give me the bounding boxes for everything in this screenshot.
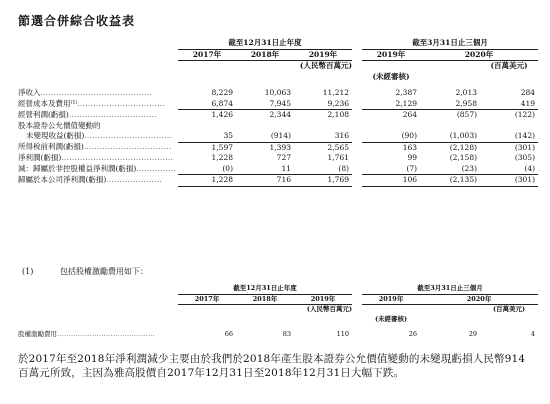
year-header: 2019年 [294, 294, 352, 305]
body-paragraph: 於2017年至2018年淨利潤減少主要由於我們於2018年產生股本證券公允價值變動的未變現虧損人民幣914百萬元所致，主因為雅高股價自2017年12月31日至2018年12月31日大幅下跌。 [18, 353, 526, 379]
table-row: 歸屬於本公司淨利潤(虧損)………………… 1,228 716 1,769 106 (2,135) (301) [18, 175, 538, 187]
year-header: 2018年 [236, 294, 294, 305]
cell-value: 99 [407, 153, 418, 162]
row-label: 股本證券公允價值變動的 [18, 120, 101, 130]
row-label: 股權激勵費用 [18, 330, 57, 338]
cell-value: 35 [178, 131, 236, 142]
cell-value: 106 [362, 175, 420, 187]
table-row [18, 121, 538, 132]
cell-value: (90) [362, 131, 420, 142]
table-row: 減：歸屬於非控股權益淨利潤(虧損)…………… (0) 11 (8) (7) (23) (4) [18, 164, 538, 175]
cell-value: 727 [276, 153, 291, 162]
cell-value: 1,769 [294, 175, 352, 187]
year-header: 2017年 [178, 49, 236, 61]
cell-value: 7,945 [236, 99, 294, 110]
cell-value: 264 [402, 110, 418, 119]
unit-usd-label: (百萬美元) [490, 61, 528, 70]
row-label: 淨利潤(虧損) [18, 153, 62, 162]
row-label: 經營利潤(虧損) [18, 109, 69, 119]
row-label: 淨收入 [18, 88, 41, 97]
cell-value: 419 [480, 99, 538, 110]
cell-value: 83 [282, 330, 291, 338]
footnote [22, 266, 148, 277]
cell-value: (122) [514, 110, 536, 119]
row-label: 歸屬於本公司淨利潤(虧損) [18, 175, 107, 184]
cell-value: (7) [362, 164, 420, 175]
cell-value: 2,958 [420, 99, 480, 110]
year-header: 2019年 [362, 49, 420, 61]
cell-value: (23) [420, 164, 480, 175]
quarter-group-header: 截至3月31日止三個月 [362, 38, 538, 49]
cell-value: 1,597 [211, 142, 233, 152]
cell-value: 716 [236, 175, 294, 187]
year-header: 2019年 [362, 294, 420, 305]
table-row: 未變現收益(虧損)…………………………… 35 (914) 316 (90) (1,003) (142) [18, 131, 538, 142]
cell-value: 66 [224, 330, 233, 338]
cell-value: (2,135) [420, 175, 480, 187]
page-title: 節選合併綜合收益表 [18, 14, 136, 28]
cell-value: (857) [456, 110, 478, 119]
table-row: 經營成本及費用⁽¹⁾…………………………… 6,874 7,945 9,236 2,129 2,958 419 [18, 99, 538, 110]
unit-usd-label: (百萬美元) [492, 305, 526, 313]
cell-value: (914) [236, 131, 294, 142]
table-row: 淨利潤(虧損)…………………………………… 1,228 727 1,761 99 (2,158) (305) [18, 153, 538, 164]
cell-value: 2,387 [395, 88, 418, 97]
cell-value: 1,228 [178, 175, 236, 187]
cell-value: 2,013 [455, 88, 478, 97]
cell-value: 110 [336, 330, 350, 338]
quarter-group-header: 截至3月31日止三個月 [362, 284, 538, 294]
year-header: 2017年 [178, 294, 236, 305]
cell-value: 316 [294, 131, 352, 142]
cell-value: 29 [468, 330, 478, 338]
cell-value: 1,393 [269, 142, 291, 152]
cell-value: (8) [294, 164, 352, 175]
cell-value: 11 [236, 164, 294, 175]
unit-rmb-label: (人民幣百萬元) [306, 305, 353, 313]
cell-value: (301) [514, 142, 536, 152]
cell-value: 2,565 [327, 142, 350, 152]
table-row: 股權激勵費用…………………………………… 66 83 110 26 29 4 [18, 330, 538, 340]
cell-value: 26 [408, 330, 418, 338]
annual-group-header: 截至12月31日止年度 [178, 38, 352, 49]
cell-value: 1,426 [211, 110, 233, 119]
cell-value: 11,212 [322, 88, 350, 97]
cell-value: 9,236 [294, 99, 352, 110]
cell-value: 8,229 [211, 88, 233, 97]
cell-value: 2,344 [269, 110, 291, 119]
annual-group-header: 截至12月31日止年度 [178, 284, 352, 294]
cell-value: (1,003) [420, 131, 480, 142]
row-label: 經營成本及費用⁽¹⁾ [18, 98, 78, 108]
cell-value: 163 [402, 142, 418, 152]
cell-value: 2,129 [362, 99, 420, 110]
table-row: 淨收入…………………………………… 8,229 10,063 11,212 2,387 2,013 284 [18, 88, 538, 99]
cell-value: 6,874 [178, 99, 236, 110]
cell-value: 284 [520, 88, 536, 97]
year-header: 2018年 [236, 49, 294, 61]
row-label: 減：歸屬於非控股權益淨利潤(虧損) [18, 163, 137, 173]
year-header: 2020年 [420, 49, 538, 61]
cell-value: 2,108 [327, 110, 350, 119]
table-row: 經營利潤(虧損)…………………………… 1,426 2,344 2,108 264 (857) (122) [18, 110, 538, 121]
unaudited-label: (未經審核) [374, 314, 408, 323]
cell-value: 1,761 [327, 153, 350, 162]
income-statement-table [18, 38, 538, 187]
year-header: 2019年 [294, 49, 352, 61]
cell-value: (2,158) [449, 153, 478, 162]
unit-rmb-label: (人民幣百萬元) [299, 61, 353, 70]
cell-value: 10,063 [264, 88, 291, 97]
table-row: 所得稅前利潤(虧損)…………………………… 1,597 1,393 2,565 163 (2,128) (301) [18, 142, 538, 153]
year-header: 2020年 [420, 294, 538, 305]
unaudited-label: (未經審核) [372, 71, 410, 81]
cell-value: (4) [480, 164, 538, 175]
cell-value: (305) [514, 153, 536, 162]
cell-value: (142) [480, 131, 538, 142]
row-label: 所得稅前利潤(虧損) [18, 142, 84, 152]
cell-value: (0) [178, 164, 236, 175]
cell-value: 4 [530, 330, 536, 338]
row-label: 未變現收益(虧損) [26, 131, 85, 141]
footnote-text: 包括股權激勵費用如下： [60, 267, 148, 276]
cell-value: 1,228 [211, 153, 233, 162]
share-compensation-table [18, 284, 538, 340]
cell-value: (301) [480, 175, 538, 187]
footnote-number: (1) [22, 267, 34, 276]
cell-value: (2,128) [449, 142, 478, 152]
